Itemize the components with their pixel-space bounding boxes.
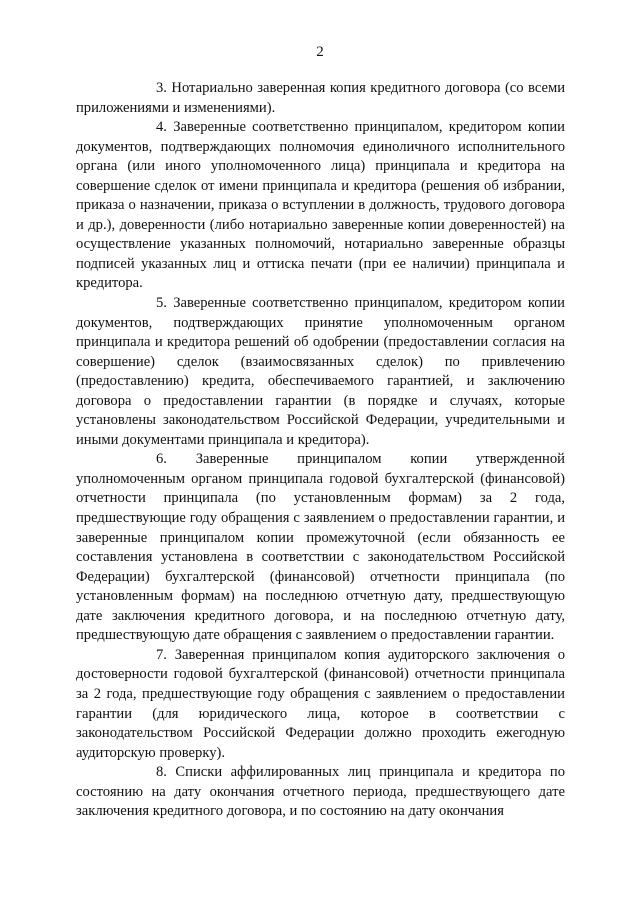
paragraph-text: Списки аффилированных лиц принципала и кредитора по состоянию на дату окончания отчетного периода, предшествующего дате заключения кредитного договора, и по состоянию на дату окончания — [76, 764, 565, 820]
paragraph-3 — [76, 79, 565, 118]
paragraph-number: 6. — [156, 451, 167, 468]
paragraph-text: Нотариально заверенная копия кредитного договора (со всеми приложениями и изменениями). — [76, 80, 566, 116]
paragraph-number: 5. — [156, 295, 167, 312]
paragraph-text: Заверенные соответственно принципалом, кредитором копии документов, подтверждающих полномочия единоличного исполнительного органа (или иного уполномоченного лица) принципала и кредитора на совершение сделок от имени принципала и кредитора (решения об избрании, приказа о назначении, приказа о вступлении в должность, трудового договора и др.), доверенности (либо нотариально заверенные копии доверенностей) на осуществление указанных полномочий, нотариально заверенные образцы подписей указанных лиц и оттиска печати (при ее наличии) принципала и кредитора. — [76, 119, 565, 292]
paragraph-number: 3. — [156, 80, 167, 96]
paragraph-text: Заверенные принципалом копии утвержденной уполномоченным органом принципала годовой бухгалтерской (финансовой) отчетности принципала (по установленным формам) за 2 года, предшествующие году обращения с заявлением о предоставлении гарантии, и заверенные принципалом копии промежуточной (если обязанность ее составления установлена в соответствии с законодательством Российской Федерации) бухгалтерской (финансовой) отчетности принципала (по установленным формам) на последнюю отчетную дату, предшествующую дате заключения кредитного договора, и на последнюю отчетную дату, предшествующую дате обращения с заявлением о предоставлении гарантии. — [76, 451, 565, 644]
paragraph-7 — [76, 646, 565, 763]
paragraph-text: Заверенные соответственно принципалом, кредитором копии документов, подтверждающих принятие уполномоченным органом принципала и кредитора решений об одобрении (предоставлении согласия на совершение) сделок (взаимосвязанных сделок) по привлечению (предоставлению) кредита, обеспечиваемого гарантией, и заключению договора о предоставлении гарантии (в порядке и случаях, которые установлены законодательством Российской Федерации, учредительными и иными документами принципала и кредитора). — [76, 295, 565, 448]
paragraph-8 — [76, 763, 565, 822]
paragraph-4 — [76, 118, 565, 294]
paragraph-5 — [76, 294, 565, 450]
page-number: 2 — [316, 44, 324, 60]
paragraph-number: 7. — [156, 646, 167, 663]
paragraph-number: 8. — [156, 764, 167, 781]
paragraph-text: Заверенная принципалом копия аудиторского заключения о достоверности годовой бухгалтерской (финансовой) отчетности принципала за 2 года, предшествующие году обращения с заявлением о предоставлении гарантии (для юридического лица, которое в соответствии с законодательством Российской Федерации должно проходить ежегодную аудиторскую проверку). — [76, 646, 565, 761]
paragraph-number: 4. — [156, 119, 167, 136]
paragraph-6 — [76, 450, 565, 645]
document-body — [76, 79, 565, 822]
